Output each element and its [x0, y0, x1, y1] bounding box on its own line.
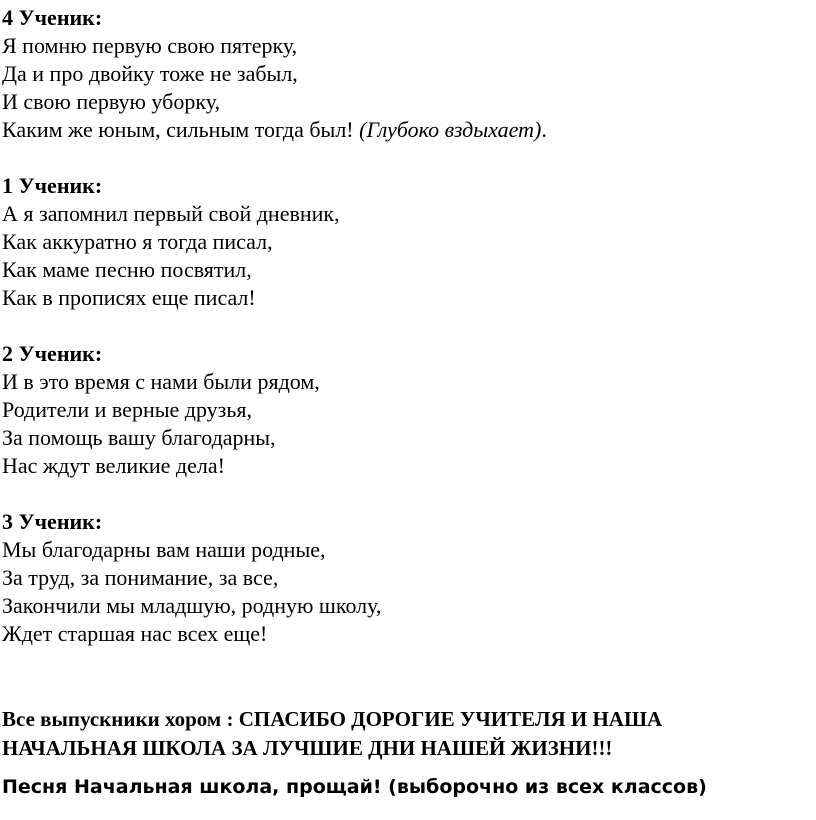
- verse-line: Нас ждут великие дела!: [2, 453, 225, 478]
- verse-line: Каким же юным, сильным тогда был!: [2, 117, 360, 142]
- speaker-label: 4 Ученик:: [2, 5, 103, 30]
- verse-line: Мы благодарны вам наши родные,: [2, 537, 326, 562]
- verse-line: Закончили мы младшую, родную школу,: [2, 593, 382, 618]
- verse-line: И свою первую уборку,: [2, 89, 221, 114]
- verse-line: Родители и верные друзья,: [2, 397, 253, 422]
- chorus-text: СПАСИБО ДОРОГИЕ УЧИТЕЛЯ И НАША НАЧАЛЬНАЯ ШКОЛА ЗА ЛУЧШИЕ ДНИ НАШЕЙ ЖИЗНИ!!!: [2, 707, 663, 760]
- verse-line: За помощь вашу благодарны,: [2, 425, 276, 450]
- verse-line: Как маме песню посвятил,: [2, 257, 252, 282]
- speaker-label: 1 Ученик:: [2, 173, 103, 198]
- speaker-label: 2 Ученик:: [2, 341, 103, 366]
- stage-direction-tail: .: [541, 117, 547, 142]
- verse-line: За труд, за понимание, за все,: [2, 565, 279, 590]
- verse-line: И в это время с нами были рядом,: [2, 369, 320, 394]
- stage-direction: (Глубоко вздыхает): [359, 117, 542, 142]
- chorus-paragraph: [2, 705, 802, 763]
- verse-line-with-direction: [2, 116, 547, 144]
- song-title: Песня Начальная школа, прощай! (выборочно из всех классов): [2, 776, 707, 798]
- speaker-label: 3 Ученик:: [2, 509, 103, 534]
- verse-line: Как аккуратно я тогда писал,: [2, 229, 273, 254]
- verse-line: Да и про двойку тоже не забыл,: [2, 61, 298, 86]
- verse-line: Ждет старшая нас всех еще!: [2, 621, 268, 646]
- chorus-speaker: Все выпускники хором :: [2, 707, 239, 731]
- verse-line: Как в прописях еще писал!: [2, 285, 256, 310]
- verse-line: А я запомнил первый свой дневник,: [2, 201, 340, 226]
- verse-line: Я помню первую свою пятерку,: [2, 33, 298, 58]
